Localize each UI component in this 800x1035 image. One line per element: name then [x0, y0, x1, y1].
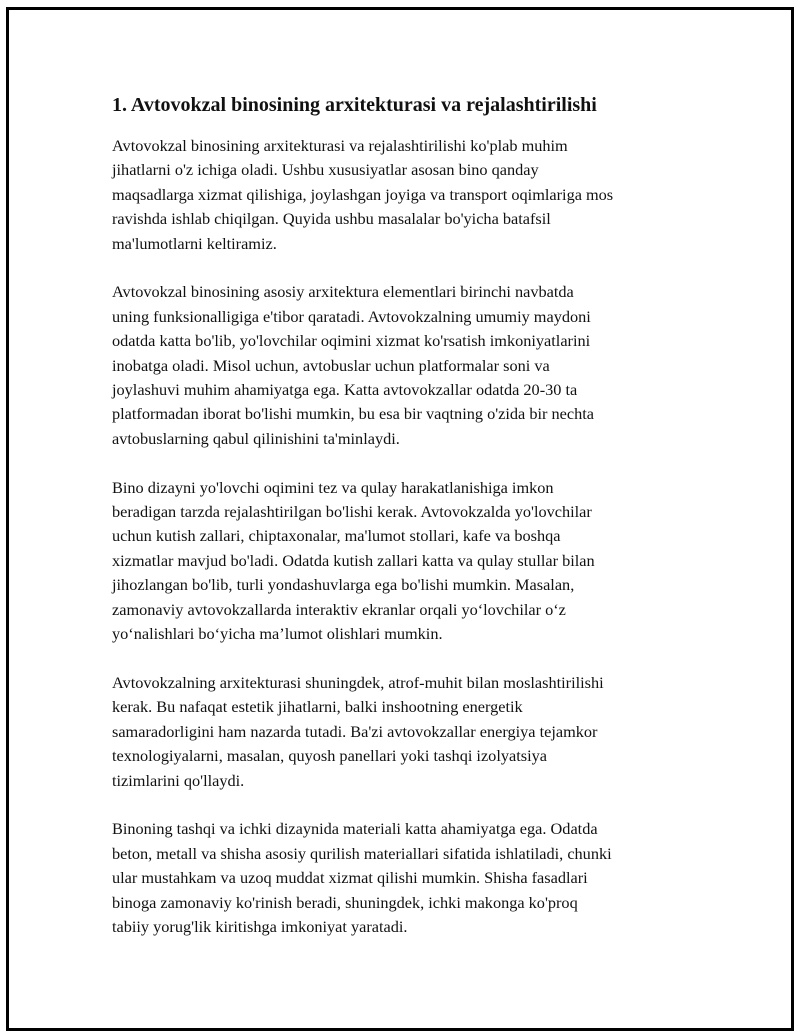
- paragraph-5: [112, 817, 692, 939]
- text-line: odatda katta bo'lib, yo'lovchilar oqimini xizmat ko'rsatish imkoniyatlarini: [112, 331, 591, 351]
- paragraph-3: [112, 476, 692, 647]
- section-heading: 1. Avtovokzal binosining arxitekturasi va rejalashtirilishi: [112, 94, 597, 116]
- text-line: maqsadlarga xizmat qilishiga, joylashgan joyiga va transport oqimlariga mos: [112, 184, 614, 204]
- text-line: ular mustahkam va uzoq muddat xizmat qilishi mumkin. Shisha fasadlari: [112, 868, 588, 888]
- text-line: platformadan iborat bo'lishi mumkin, bu esa bir vaqtning o'zida bir nechta: [112, 404, 594, 424]
- paragraph-2: [112, 280, 692, 451]
- text-line: joylashuvi muhim ahamiyatga ega. Katta avtovokzallar odatda 20-30 ta: [112, 380, 578, 400]
- text-line: ma'lumotlarni keltiramiz.: [112, 233, 277, 253]
- text-line: binoga zamonaviy ko'rinish beradi, shuningdek, ichki makonga ko'proq: [112, 892, 578, 912]
- document-body: [112, 90, 692, 964]
- text-line: avtobuslarning qabul qilinishini ta'minlaydi.: [112, 428, 400, 448]
- text-line: inobatga oladi. Misol uchun, avtobuslar uchun platformalar soni va: [112, 355, 550, 375]
- text-line: Avtovokzal binosining arxitekturasi va rejalashtirilishi ko'plab muhim: [112, 136, 568, 155]
- text-line: beton, metall va shisha asosiy qurilish materiallari sifatida ishlatiladi, chunki: [112, 843, 612, 863]
- text-line: jihozlangan bo'lib, turli yondashuvlarga ega bo'lishi mumkin. Masalan,: [112, 575, 575, 595]
- text-line: xizmatlar mavjud bo'ladi. Odatda kutish zallari katta va qulay stullar bilan: [112, 550, 595, 570]
- text-line: kerak. Bu nafaqat estetik jihatlarni, balki inshootning energetik: [112, 697, 523, 717]
- text-line: uning funksionalligiga e'tibor qaratadi. Avtovokzalning umumiy maydoni: [112, 306, 591, 326]
- text-line: samaradorligini ham nazarda tutadi. Ba'zi avtovokzallar energiya tejamkor: [112, 721, 598, 741]
- paragraph-4: [112, 671, 692, 793]
- text-line: beradigan tarzda rejalashtirilgan bo'lishi kerak. Avtovokzalda yo'lovchilar: [112, 502, 592, 522]
- text-line: tizimlarini qo'llaydi.: [112, 770, 245, 790]
- text-line: yo‘nalishlari bo‘yicha ma’lumot olishlari mumkin.: [112, 624, 443, 644]
- text-line: Bino dizayni yo'lovchi oqimini tez va qulay harakatlanishiga imkon: [112, 477, 554, 497]
- text-line: texnologiyalarni, masalan, quyosh panellari yoki tashqi izolyatsiya: [112, 746, 547, 766]
- text-line: Avtovokzalning arxitekturasi shuningdek, atrof-muhit bilan moslashtirilishi: [112, 672, 604, 692]
- text-line: Avtovokzal binosining asosiy arxitektura elementlari birinchi navbatda: [112, 282, 574, 302]
- paragraph-1: [112, 134, 692, 256]
- text-line: jihatlarni o'z ichiga oladi. Ushbu xususiyatlar asosan bino qanday: [112, 160, 539, 180]
- text-line: Binoning tashqi va ichki dizaynida materiali katta ahamiyatga ega. Odatda: [112, 819, 598, 839]
- text-line: uchun kutish zallari, chiptaxonalar, ma'lumot stollari, kafe va boshqa: [112, 526, 561, 546]
- text-line: zamonaviy avtovokzallarda interaktiv ekranlar orqali yo‘lovchilar o‘z: [112, 599, 566, 619]
- text-line: tabiiy yorug'lik kiritishga imkoniyat yaratadi.: [112, 916, 408, 936]
- text-line: ravishda ishlab chiqilgan. Quyida ushbu masalalar bo'yicha batafsil: [112, 209, 551, 229]
